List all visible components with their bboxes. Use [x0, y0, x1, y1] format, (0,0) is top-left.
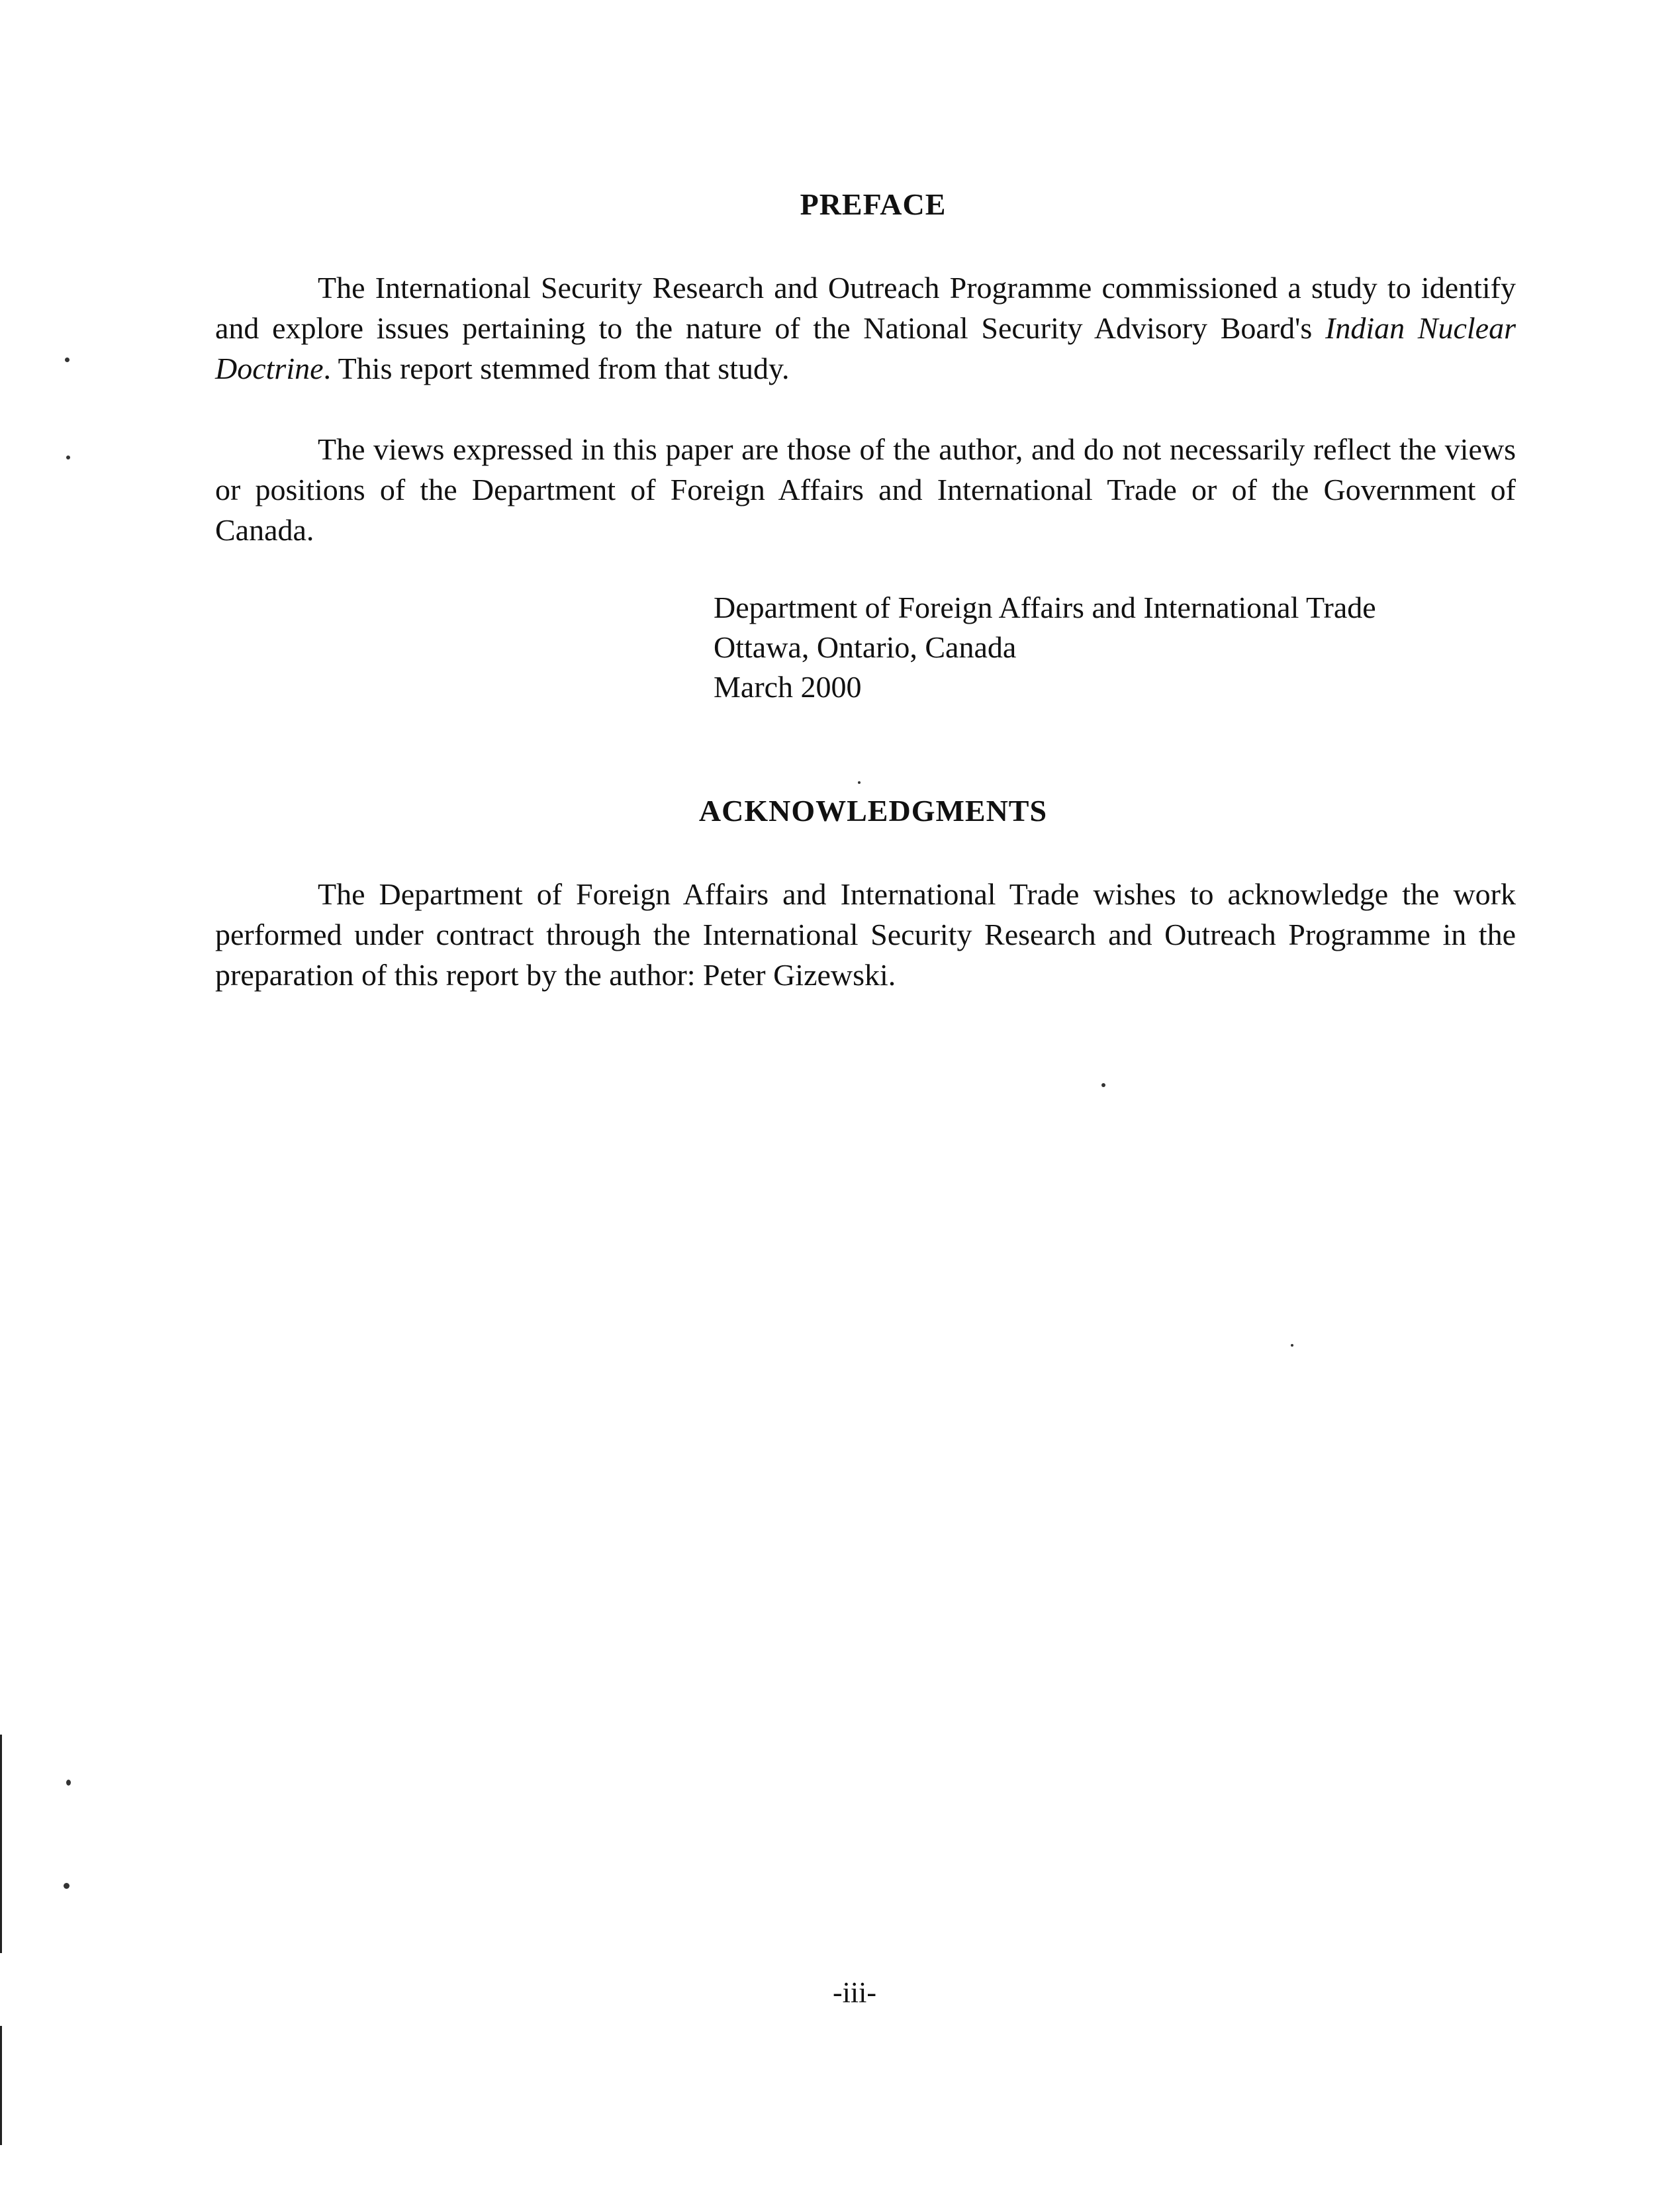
scan-speck [1101, 1083, 1105, 1087]
preface-heading: PREFACE [800, 187, 947, 221]
address-line-city: Ottawa, Ontario, Canada [714, 630, 1017, 664]
preface-paragraph-1-end: . This report stemmed from that study. [323, 352, 790, 385]
department-address-block [714, 588, 1376, 707]
address-line-department: Department of Foreign Affairs and International Trade [714, 591, 1376, 624]
scan-speck [66, 455, 70, 459]
scan-edge-mark [0, 1735, 2, 1953]
acknowledgments-heading: ACKNOWLEDGMENTS [698, 794, 1048, 828]
doctrine-title: Indian Nuclear Doctrine [215, 311, 1516, 385]
scan-edge-mark [0, 2026, 2, 2145]
preface-paragraph-1 [215, 267, 1516, 389]
scan-speck [858, 781, 861, 784]
address-line-date: March 2000 [714, 670, 862, 704]
acknowledgments-paragraph: The Department of Foreign Affairs and International Trade wishes to acknowledge the work performed under contract through the International Security Research and Outreach Programme in the preparation of this report by the author: Peter Gizewski. [215, 877, 1516, 992]
scan-speck [66, 1780, 71, 1786]
scan-speck [65, 358, 70, 362]
page-number: -iii- [833, 1976, 876, 2009]
scan-speck [64, 1883, 70, 1889]
scan-speck [1291, 1344, 1293, 1347]
preface-paragraph-2: The views expressed in this paper are those of the author, and do not necessarily reflect the views or positions of the Department of Foreign Affairs and International Trade or of the Government of Canada. [215, 432, 1516, 547]
preface-paragraph-1-text: The International Security Research and Outreach Programme commissioned a study to identify and explore issues pertaining to the nature of the National Security Advisory Board's [215, 271, 1516, 345]
